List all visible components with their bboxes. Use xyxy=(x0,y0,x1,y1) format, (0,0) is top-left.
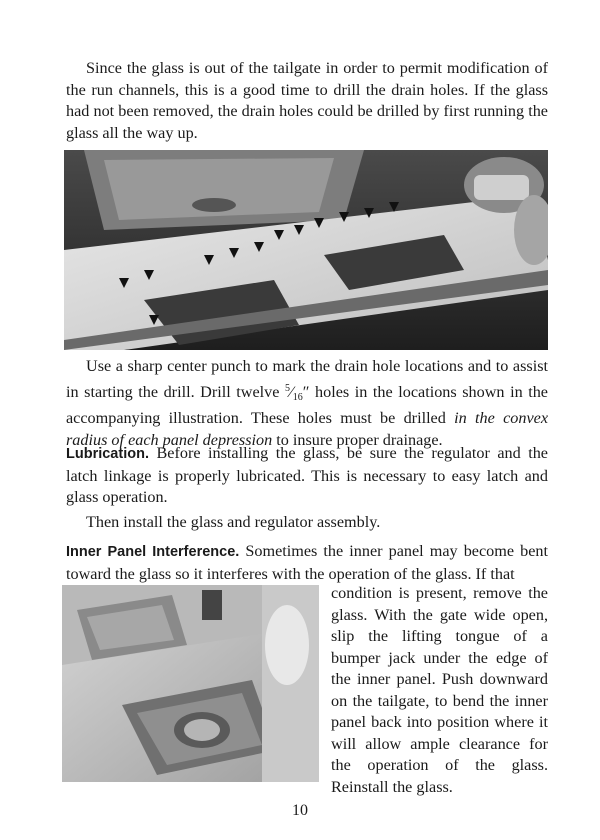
inner-panel-photo xyxy=(62,585,319,782)
fraction-denominator: 16 xyxy=(292,391,303,403)
fraction-five-sixteenths: $^5⁄_{16}$ xyxy=(285,382,303,403)
center-punch-paragraph xyxy=(66,356,548,451)
inner-panel-heading: Inner Panel Interference. xyxy=(66,544,240,560)
tailgate-drill-photo xyxy=(64,150,548,350)
fraction-numerator: 5 xyxy=(285,382,291,394)
inner-panel-body-1: Sometimes the inner panel may become bent toward the glass so it interferes with the operation of the glass. If that xyxy=(66,542,549,583)
inner-panel-body-2: condition is present, remove the glass. With the gate wide open, slip the lifting tongue of a bumper jack under the edge of the inner panel. Push downward on the tailgate, to bend the inner panel back into position where it will allow ample clearance for the operation of the glass. Reinstall the glass. xyxy=(331,584,548,796)
inner-panel-illustration xyxy=(62,585,319,782)
punch-italic-text: in the convex radius of each panel depression xyxy=(66,409,549,449)
punch-text-2: holes in the locations shown in the accompanying illustration. These holes must be drilled xyxy=(66,382,548,427)
lubrication-body: Before installing the glass, be sure the regulator and the latch linkage is properly lubricated. This is necessary to easy latch and glass operation. xyxy=(66,444,548,506)
inner-panel-paragraph-top xyxy=(66,541,548,585)
page-number: 10 xyxy=(292,802,308,819)
lubrication-paragraph xyxy=(66,443,548,509)
inner-panel-paragraph-side xyxy=(331,583,548,798)
tailgate-drill-illustration xyxy=(64,150,548,350)
punch-text-1: Use a sharp center punch to mark the drain hole locations and to assist in starting the drill. Drill twelve xyxy=(66,357,548,401)
lubrication-heading: Lubrication. xyxy=(66,446,149,462)
intro-paragraph: Since the glass is out of the tailgate in order to permit modification of the run channels, this is a good time to drill the drain holes. If the glass had not been removed, the drain holes could be drilled by first running the glass all the way up. xyxy=(66,59,548,142)
punch-text-3: to insure proper drainage. xyxy=(272,430,443,449)
inch-mark: ″ xyxy=(302,382,310,401)
install-paragraph: Then install the glass and regulator assembly. xyxy=(86,513,381,531)
